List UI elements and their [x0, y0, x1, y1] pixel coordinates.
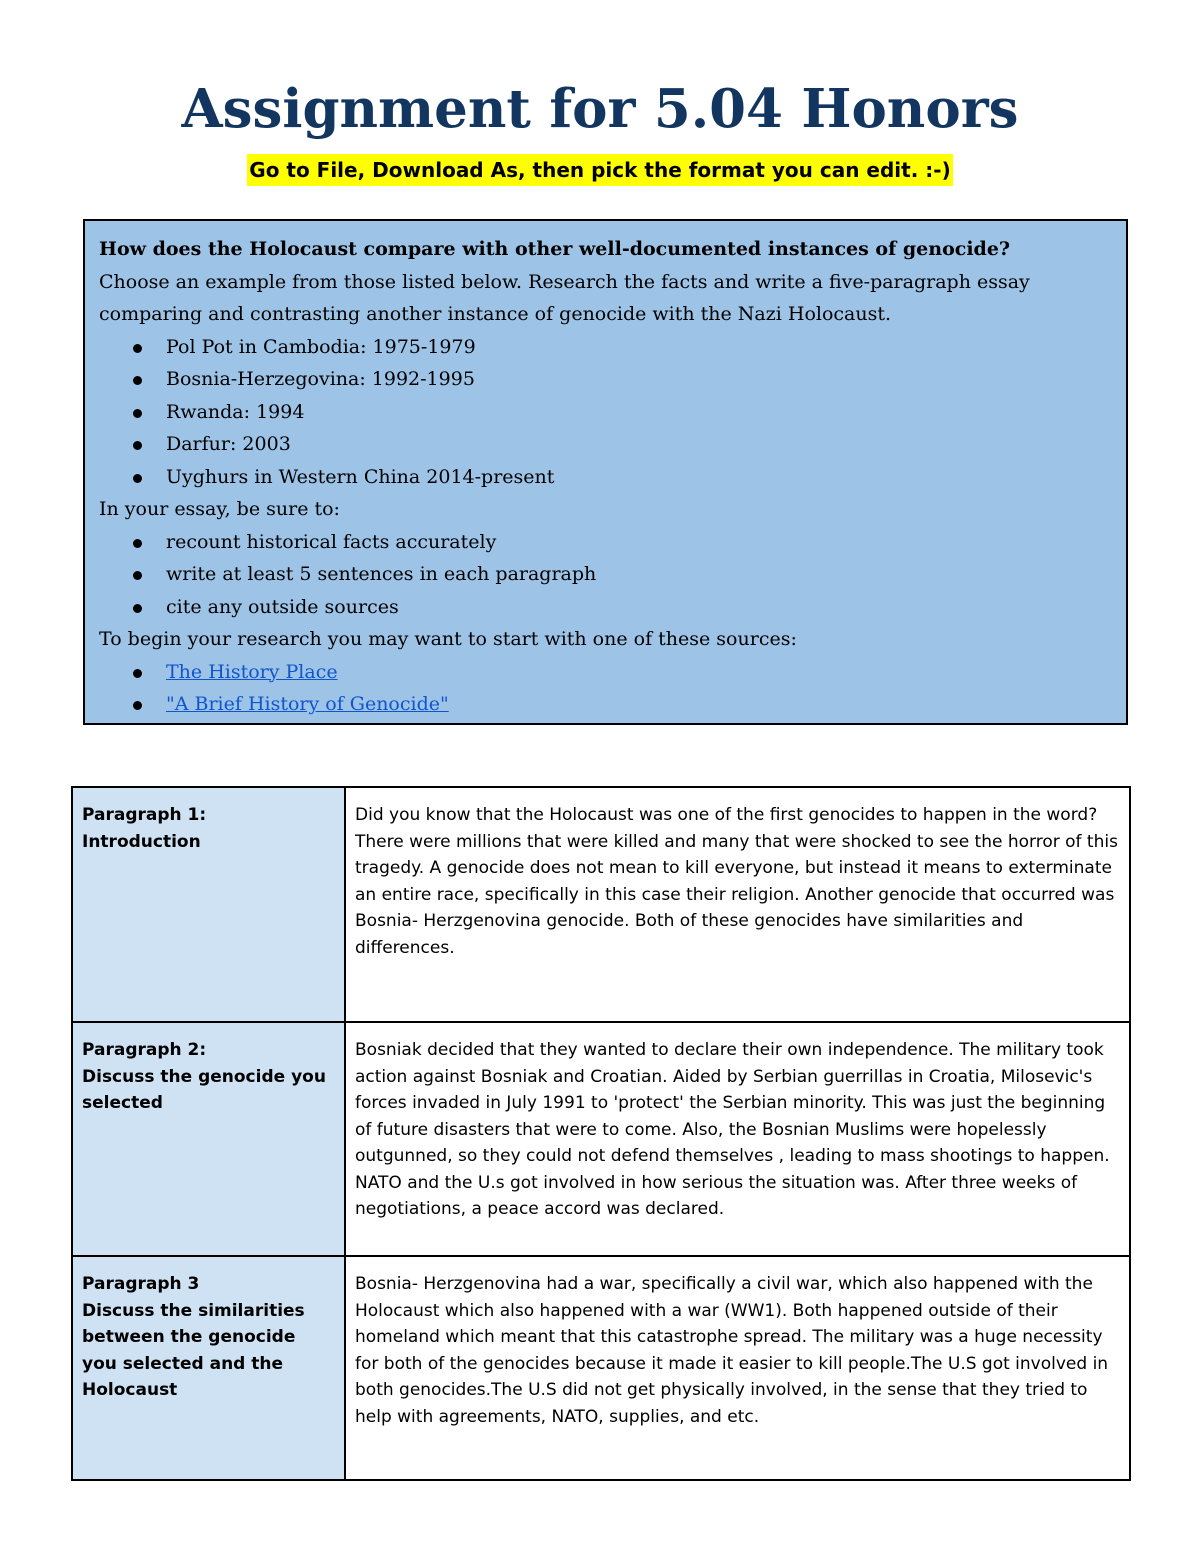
essay-table [71, 786, 1131, 1481]
requirements-list [99, 526, 1112, 624]
bullet-icon [133, 669, 142, 678]
table-row [72, 1256, 1130, 1480]
paragraph-number: Paragraph 2: [82, 1040, 207, 1060]
paragraph-text-cell[interactable]: Bosniak decided that they wanted to declare their own independence. The military took action against Bosniak and Croatian. Aided by Serbian guerrillas in Croatia, Milosevic's forces invaded in July 1991 to 'protect' the Serbian minority. This was just the beginning of future disasters that were to come. Also, the Bosnian Muslims were hopelessly outgunned, so they could not defend themselves , leading to mass shootings to happen. NATO and the U.s got involved in how serious the situation was. After three weeks of negotiations, a peace accord was declared. [345, 1022, 1130, 1256]
row-label [72, 1256, 345, 1480]
list-item: Rwanda: 1994 [99, 396, 1112, 429]
requirements-intro: In your essay, be sure to: [99, 498, 340, 520]
sources-intro: To begin your research you may want to start with one of these sources: [99, 628, 797, 650]
instruction-wrap [0, 154, 1200, 186]
sources-list [99, 656, 1112, 721]
bullet-icon [133, 474, 142, 483]
bullet-icon [133, 409, 142, 418]
history-place-link[interactable]: The History Place [166, 660, 338, 683]
prompt-question: How does the Holocaust compare with other well-documented instances of genocide? [99, 238, 1011, 260]
list-item: write at least 5 sentences in each paragraph [99, 558, 1112, 591]
list-item [99, 688, 1112, 721]
bullet-icon [133, 376, 142, 385]
list-item: Uyghurs in Western China 2014-present [99, 461, 1112, 494]
row-label [72, 787, 345, 1022]
table-row [72, 787, 1130, 1022]
prompt-intro: Choose an example from those listed below. Research the facts and write a five-paragraph essay comparing and contrasting another instance of genocide with the Nazi Holocaust. [99, 270, 1030, 325]
row-label [72, 1022, 345, 1256]
list-item: Darfur: 2003 [99, 428, 1112, 461]
bullet-icon [133, 604, 142, 613]
bullet-icon [133, 701, 142, 710]
paragraph-topic: Discuss the similarities between the genocide you selected and the Holocaust [82, 1300, 305, 1400]
list-item: Pol Pot in Cambodia: 1975-1979 [99, 331, 1112, 364]
paragraph-topic: Introduction [82, 831, 201, 852]
list-item: recount historical facts accurately [99, 526, 1112, 559]
example-list [99, 331, 1112, 494]
brief-history-genocide-link[interactable]: "A Brief History of Genocide" [166, 693, 449, 715]
assignment-prompt-box [83, 219, 1128, 725]
list-item: cite any outside sources [99, 591, 1112, 624]
paragraph-number: Paragraph 1: [82, 805, 207, 825]
page-title: Assignment for 5.04 Honors [181, 78, 1019, 140]
paragraph-number: Paragraph 3 [82, 1274, 200, 1294]
download-instruction: Go to File, Download As, then pick the format you can edit. :-) [247, 154, 952, 186]
list-item: Bosnia-Herzegovina: 1992-1995 [99, 363, 1112, 396]
paragraph-topic: Discuss the genocide you selected [82, 1066, 326, 1113]
bullet-icon [133, 344, 142, 353]
paragraph-text-cell[interactable]: Did you know that the Holocaust was one of the first genocides to happen in the word? There were millions that were killed and many that were shocked to see the horror of this tragedy. A genocide does not mean to kill everyone, but instead it means to exterminate an entire race, specifically in this case their religion. Another genocide that occurred was Bosnia- Herzgenovina genocide. Both of these genocides have similarities and differences. [345, 787, 1130, 1022]
list-item [99, 656, 1112, 689]
bullet-icon [133, 539, 142, 548]
bullet-icon [133, 441, 142, 450]
table-row [72, 1022, 1130, 1256]
bullet-icon [133, 571, 142, 580]
paragraph-text-cell[interactable]: Bosnia- Herzgenovina had a war, specifically a civil war, which also happened with the Holocaust which also happened with a war (WW1). Both happened outside of their homeland which meant that this catastrophe spread. The military was a huge necessity for both of the genocides because it made it easier to kill people.The U.S got involved in both genocides.The U.S did not get physically involved, in the sense that they tried to help with agreements, NATO, supplies, and etc. [345, 1256, 1130, 1480]
